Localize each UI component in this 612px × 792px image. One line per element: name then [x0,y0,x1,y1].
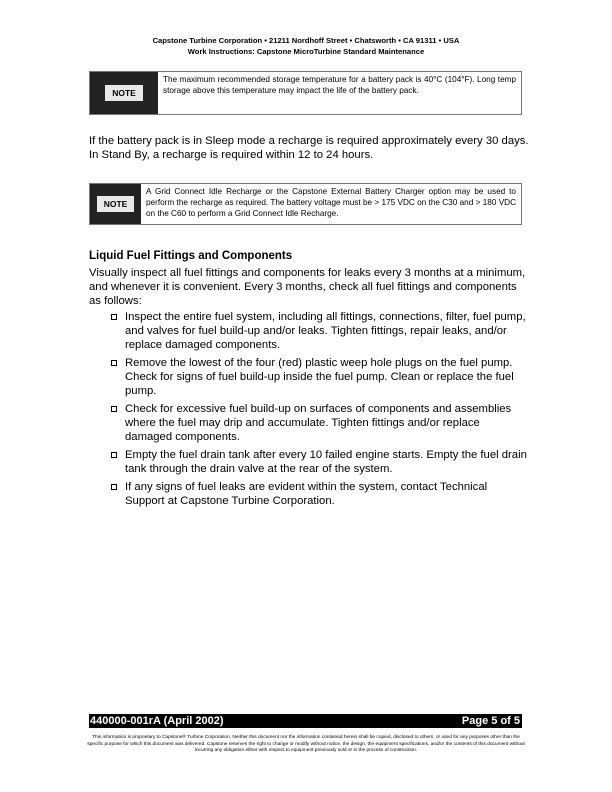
note-label-block [90,72,158,114]
header-title-line: Work Instructions: Capstone MicroTurbine Standard Maintenance [187,46,425,56]
note-label: NOTE [97,196,135,212]
section-intro: Visually inspect all fuel fittings and components for leaks every 3 months at a minimum, and whenever it is convenient. Every 3 months, check all fuel fittings and components as follows: [89,267,526,307]
note-label: NOTE [105,85,143,101]
list-item-text: If any signs of fuel leaks are evident within the system, contact Technical Support at Capstone Turbine Corporation. [125,481,488,507]
checkbox-bullet-icon [111,360,117,366]
list-item-text: Check for excessive fuel build-up on surfaces of components and assemblies where the fuel may drip and accumulate. Tighten fittings and/or replace damaged components. [125,403,512,443]
list-item-text: Inspect the entire fuel system, including all fittings, connections, filter, fuel pump, and valves for fuel build-up and/or leaks. Tighten fittings, repair leaks, and/or replace damaged components. [125,311,526,351]
inspection-checklist [89,310,529,512]
note-text: The maximum recommended storage temperature for a battery pack is 40°C (104°F). Long temp storage above this temperature may impact the life of the battery pack. [163,75,516,95]
page-header [0,36,612,57]
note-label-block [90,184,141,224]
note-box-storage-temperature [89,71,522,115]
section-heading: Liquid Fuel Fittings and Components [89,250,293,262]
checkbox-bullet-icon [111,314,117,320]
checkbox-bullet-icon [111,484,117,490]
list-item [89,356,529,398]
note-text: A Grid Connect Idle Recharge or the Capstone External Battery Charger option may be used to perform the recharge as required. The battery voltage must be > 175 VDC on the C30 and > 180 VDC on the C60 to perform a Grid Connect Idle Recharge. [146,187,516,218]
list-item-text: Empty the fuel drain tank after every 10 failed engine starts. Empty the fuel drain tank through the drain valve at the rear of the system. [125,449,527,475]
list-item [89,402,529,444]
list-item [89,480,529,508]
note-box-grid-connect [89,183,522,225]
footer-bar [89,714,522,728]
checkbox-bullet-icon [111,406,117,412]
header-company-line: Capstone Turbine Corporation • 21211 Nordhoff Street • Chatsworth • CA 91311 • USA [152,36,460,45]
recharge-paragraph: If the battery pack is in Sleep mode a recharge is required approximately every 30 days. In Stand By, a recharge is required within 12 to 24 hours. [89,135,529,161]
list-item-text: Remove the lowest of the four (red) plastic weep hole plugs on the fuel pump. Check for signs of fuel build-up inside the fuel pump. Clean or replace the fuel pump. [125,357,514,397]
document-id: 440000-001rA (April 2002) [90,715,224,727]
checkbox-bullet-icon [111,452,117,458]
list-item [89,448,529,476]
list-item [89,310,529,352]
proprietary-disclaimer: This information is proprietary to Capstone® Turbine Corporation. Neither this document nor the information contained herein shall be copied, disclosed to others, or used for any purposes other than the specific purpose for which this document was delivered. Capstone reserves the right to change or modify without notice, the design, the equipment specifications, and/or the contents of this document without incurring any obligation either with respect to equipment previously sold or in the process of construction. [87,735,525,754]
page-number: Page 5 of 5 [461,715,520,727]
